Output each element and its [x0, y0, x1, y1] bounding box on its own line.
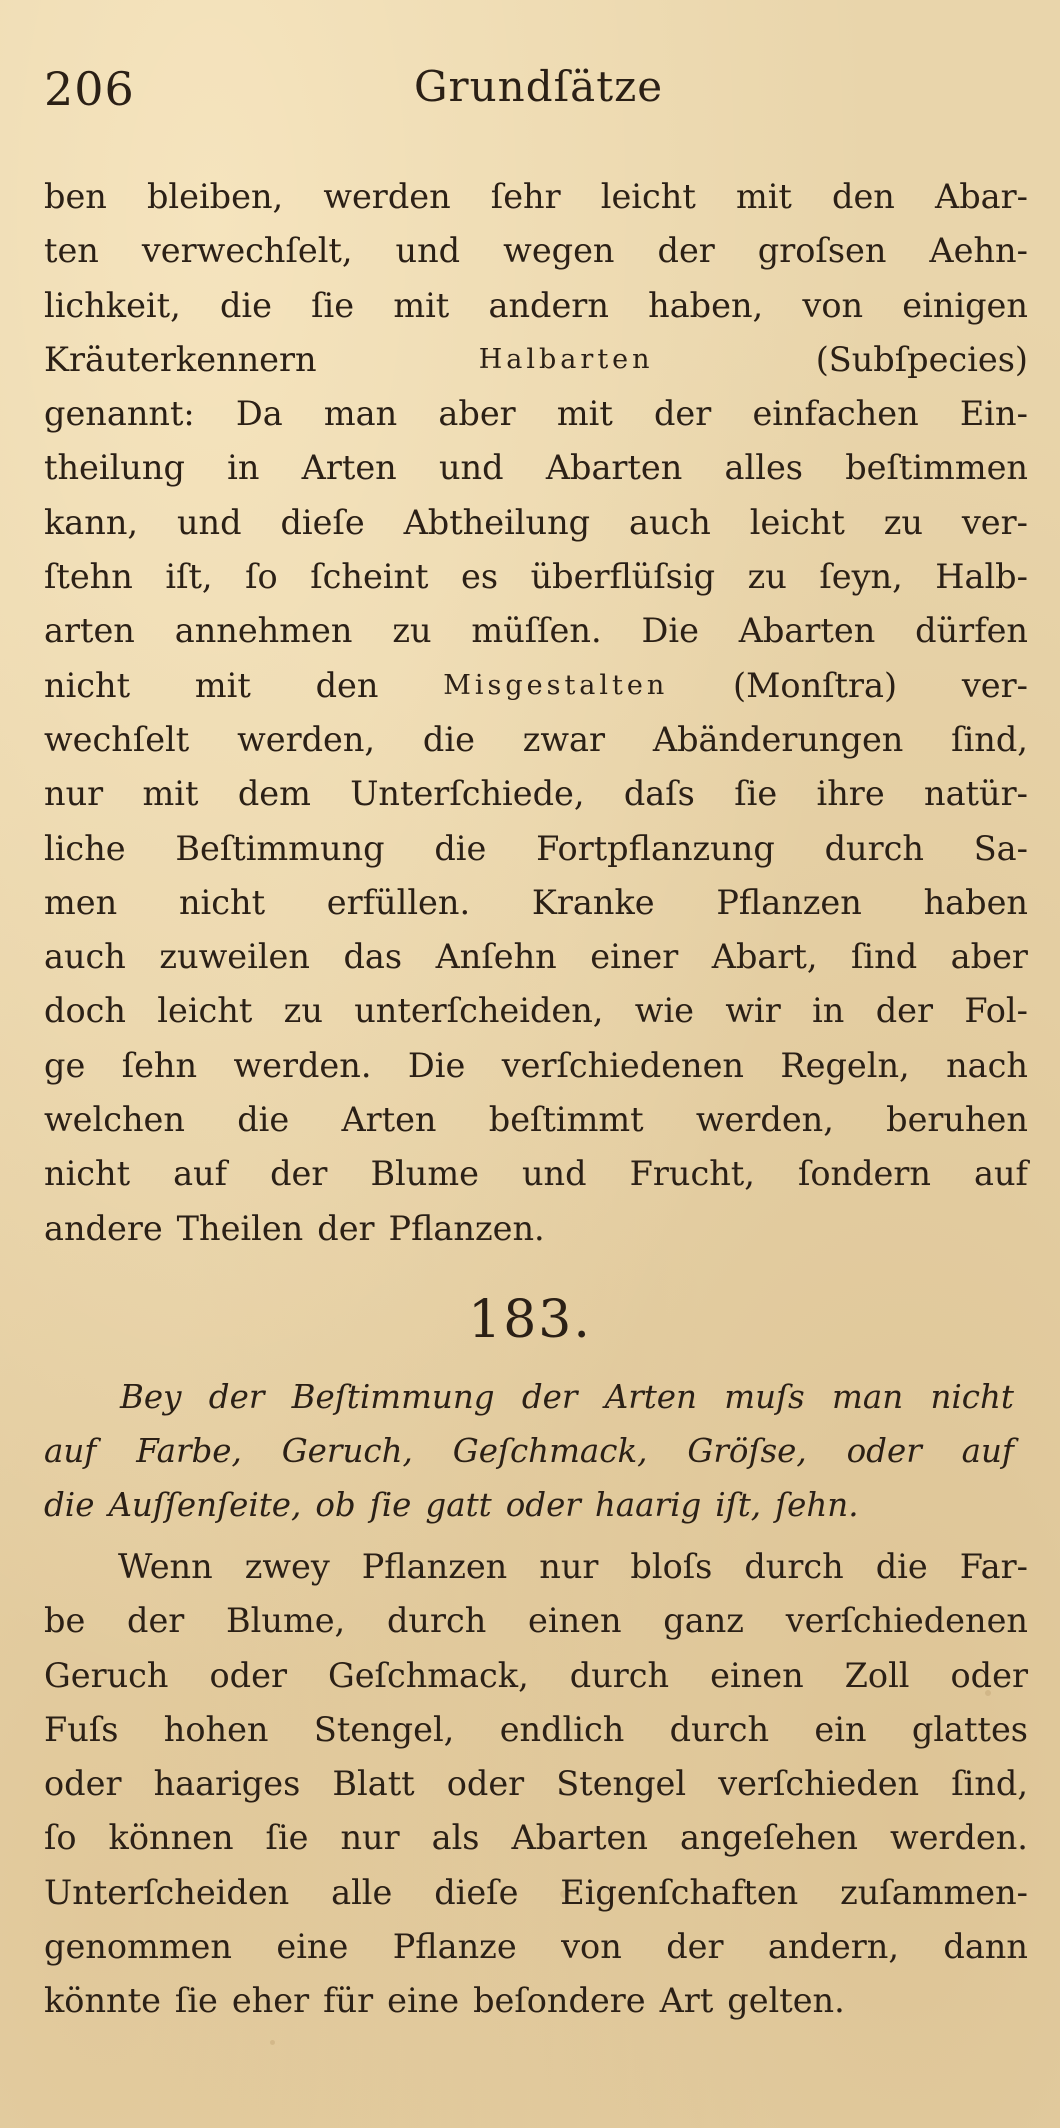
word: Die: [641, 611, 699, 651]
word: der: [653, 394, 712, 434]
word: Pflanzen: [361, 1547, 508, 1586]
word: die: [44, 1486, 95, 1524]
word: Ein-: [959, 394, 1028, 434]
word: alles: [724, 448, 803, 488]
word: ben: [44, 177, 107, 216]
word: von: [802, 285, 864, 325]
word: durch: [744, 1547, 844, 1586]
word: angeſehen: [679, 1818, 858, 1858]
word: men: [44, 882, 118, 922]
word: Geſchmack,: [327, 1655, 529, 1695]
word: ſie: [369, 1486, 412, 1524]
word: Abarten: [738, 611, 876, 651]
word: könnte: [44, 1981, 161, 2021]
word: einer: [590, 937, 679, 977]
word: dürfen: [915, 611, 1028, 651]
word: ſtehn: [44, 557, 133, 597]
text-line: [44, 387, 1028, 441]
word: verſchiedenen: [501, 1045, 744, 1085]
page-number: 206: [44, 62, 135, 116]
word: der: [127, 1601, 185, 1641]
word: Arten: [604, 1378, 697, 1416]
word: werden: [323, 177, 451, 216]
word: ſie: [734, 774, 778, 814]
text-line: [44, 604, 1028, 658]
word: liche: [44, 828, 126, 868]
word: oder: [505, 1486, 581, 1524]
word: zuſammen-: [840, 1872, 1028, 1912]
word: Geruch: [44, 1655, 169, 1695]
word: Pflanzen: [716, 882, 862, 922]
word: ganz: [663, 1601, 744, 1641]
word: den: [315, 665, 379, 705]
word: genommen: [44, 1927, 232, 1967]
word: ſind,: [951, 719, 1028, 759]
word: mit: [194, 665, 251, 705]
word: Blume,: [226, 1601, 346, 1641]
word: oder: [446, 1764, 525, 1804]
word: wir: [725, 991, 781, 1031]
word: der: [208, 1378, 265, 1416]
word: Beſtimmung: [291, 1378, 495, 1416]
word: andern: [488, 285, 609, 325]
word: Beſtimmung: [175, 828, 385, 868]
text-line: [44, 1920, 1028, 1974]
word: daſs: [623, 774, 695, 814]
word: welchen: [44, 1100, 185, 1140]
word: nicht: [178, 882, 266, 922]
word: zwey: [244, 1547, 330, 1586]
word: iſt,: [165, 557, 213, 597]
word: kann,: [44, 502, 139, 542]
word: ſcheint: [310, 557, 429, 597]
word: ſehn.: [775, 1486, 859, 1524]
word: man: [323, 394, 398, 434]
word: groſsen: [757, 231, 887, 271]
text-line: [44, 550, 1028, 604]
word: eine: [276, 1927, 349, 1967]
word: können: [108, 1818, 234, 1858]
word: ſie: [265, 1818, 309, 1858]
word: einfachen: [752, 394, 919, 434]
word: der: [521, 1378, 578, 1416]
word: Arten: [341, 1100, 437, 1140]
word: Arten: [301, 448, 397, 488]
word: zuweilen: [159, 937, 310, 977]
word: arten: [44, 611, 135, 651]
word: nur: [44, 774, 104, 814]
word: Geruch,: [281, 1432, 413, 1470]
text-line: [44, 876, 1028, 930]
word: (Subſpecies): [815, 339, 1028, 379]
word: und: [438, 448, 504, 488]
word: Bey: [120, 1378, 182, 1416]
word: ſie: [311, 285, 355, 325]
word: Stengel,: [313, 1709, 455, 1749]
word: be: [44, 1601, 86, 1641]
word: ver-: [961, 502, 1028, 542]
text-line: [44, 984, 1028, 1038]
text-line: [44, 930, 1028, 984]
word: oder: [209, 1655, 287, 1695]
word: Halbarten: [478, 343, 654, 375]
paragraph-1: [44, 170, 1028, 1256]
word: lichkeit,: [44, 285, 181, 325]
word: Anſehn: [435, 937, 557, 977]
word: ſeyn,: [819, 557, 903, 597]
word: eine: [387, 1981, 460, 2021]
text-line: [44, 1649, 1028, 1703]
word: beruhen: [886, 1100, 1028, 1140]
word: ſie: [174, 1981, 218, 2021]
word: der: [270, 1154, 328, 1194]
word: zu: [392, 611, 432, 651]
word: auf: [173, 1154, 228, 1194]
word: die: [219, 285, 272, 325]
word: ſondern: [797, 1154, 931, 1194]
text-line: [44, 1974, 1028, 2028]
word: in: [812, 991, 845, 1031]
word: Regeln,: [780, 1045, 910, 1085]
word: in: [227, 448, 260, 488]
word: glattes: [911, 1709, 1028, 1749]
word: oder: [950, 1655, 1028, 1695]
word: dieſe: [434, 1872, 519, 1912]
word: der: [317, 1208, 375, 1248]
text-line: [44, 1370, 1014, 1424]
word: die: [434, 828, 487, 868]
word: verwechſelt,: [141, 231, 353, 271]
running-title: Grundſätze: [414, 62, 664, 111]
word: nicht: [44, 1154, 131, 1194]
word: ſind,: [951, 1764, 1028, 1804]
text-line: [44, 170, 1028, 224]
text-line: [44, 1202, 1028, 1256]
section-number: 183.: [468, 1290, 592, 1350]
text-line: [44, 1147, 1028, 1201]
word: der: [666, 1927, 724, 1967]
word: andere: [44, 1208, 163, 1248]
word: die: [422, 719, 475, 759]
word: die: [875, 1547, 928, 1586]
word: auf: [961, 1432, 1014, 1470]
word: aber: [950, 937, 1028, 977]
word: leicht: [157, 991, 253, 1031]
word: ihre: [816, 774, 885, 814]
word: es: [461, 557, 499, 597]
word: Theilen: [176, 1208, 304, 1248]
word: leicht: [749, 502, 845, 542]
word: Zoll: [844, 1655, 910, 1695]
word: Abar-: [935, 177, 1028, 216]
word: für: [323, 1981, 374, 2021]
word: durch: [569, 1655, 670, 1695]
word: Frucht,: [629, 1154, 755, 1194]
running-head: [44, 62, 1024, 122]
word: den: [832, 177, 895, 216]
word: und: [521, 1154, 587, 1194]
word: leicht: [600, 177, 696, 216]
word: Abänderungen: [652, 719, 904, 759]
word: Stengel: [556, 1764, 687, 1804]
word: eher: [231, 1981, 310, 2021]
word: Abarten: [511, 1818, 648, 1858]
word: und: [395, 231, 461, 271]
word: Auſſenſeite,: [108, 1486, 302, 1524]
word: nach: [946, 1045, 1028, 1085]
word: dann: [943, 1927, 1028, 1967]
word: von: [561, 1927, 622, 1967]
word: auch: [44, 937, 126, 977]
word: die: [237, 1100, 290, 1140]
text-line: [44, 224, 1028, 278]
text-line: [44, 1039, 1028, 1093]
word: beſtimmt: [488, 1100, 644, 1140]
word: Abtheilung: [403, 502, 591, 542]
word: Halb-: [935, 557, 1028, 597]
word: Aehn-: [929, 231, 1028, 271]
word: auf: [973, 1154, 1028, 1194]
word: durch: [824, 828, 924, 868]
word: nur: [340, 1818, 400, 1858]
word: alle: [331, 1872, 393, 1912]
word: ſo: [44, 1818, 77, 1858]
word: dem: [237, 774, 311, 814]
word: wegen: [503, 231, 615, 271]
word: oder: [846, 1432, 922, 1470]
word: als: [431, 1818, 480, 1858]
text-line: [44, 1594, 1028, 1648]
word: hohen: [163, 1709, 269, 1749]
word: der: [875, 991, 933, 1031]
word: Abart,: [711, 937, 818, 977]
word: unterſcheiden,: [354, 991, 604, 1031]
word: der: [657, 231, 715, 271]
text-line: [44, 441, 1028, 495]
text-line: [44, 713, 1028, 767]
word: werden,: [695, 1100, 834, 1140]
word: ge: [44, 1045, 86, 1085]
word: ein: [814, 1709, 867, 1749]
word: auch: [629, 502, 711, 542]
word: durch: [669, 1709, 770, 1749]
word: mit: [142, 774, 199, 814]
word: Geſchmack,: [452, 1432, 648, 1470]
section-summary: [44, 1370, 1014, 1532]
word: werden.: [889, 1818, 1028, 1858]
word: Unterſchiede,: [350, 774, 585, 814]
word: ſo: [245, 557, 278, 597]
text-line: [44, 1866, 1028, 1920]
word: auf: [44, 1432, 97, 1470]
word: mit: [735, 177, 792, 216]
word: einen: [710, 1655, 804, 1695]
text-line: [44, 1540, 1028, 1594]
word: Far-: [959, 1547, 1028, 1586]
text-line: [44, 767, 1028, 821]
word: durch: [386, 1601, 487, 1641]
word: ten: [44, 231, 99, 271]
word: Gröſse,: [687, 1432, 807, 1470]
text-line: [44, 1093, 1028, 1147]
word: gatt: [425, 1486, 492, 1524]
word: ſehr: [490, 177, 561, 216]
word: zwar: [522, 719, 606, 759]
word: zu: [747, 557, 787, 597]
word: müſſen.: [471, 611, 602, 651]
word: haben: [923, 882, 1028, 922]
paragraph-2: [44, 1540, 1028, 2029]
word: bloſs: [630, 1547, 713, 1586]
word: verſchieden: [718, 1764, 920, 1804]
word: mit: [556, 394, 613, 434]
text-line: [44, 659, 1028, 713]
word: werden.: [233, 1045, 372, 1085]
word: haarig: [594, 1486, 702, 1524]
word: mit: [393, 285, 450, 325]
word: oder: [44, 1764, 122, 1804]
word: Blume: [370, 1154, 479, 1194]
word: erfüllen.: [326, 882, 471, 922]
word: dieſe: [280, 502, 365, 542]
word: ſehn: [121, 1045, 198, 1085]
word: das: [343, 937, 403, 977]
word: andern,: [767, 1927, 899, 1967]
text-line: [44, 1478, 1014, 1532]
word: wechſelt: [44, 719, 190, 759]
word: (Monſtra): [733, 665, 898, 705]
word: bleiben,: [146, 177, 284, 216]
word: Fortpflanzung: [536, 828, 775, 868]
text-line: [44, 496, 1028, 550]
text-line: [44, 279, 1028, 333]
word: genannt:: [44, 394, 195, 434]
word: Fuſs: [44, 1709, 119, 1749]
word: und: [176, 502, 242, 542]
word: überflüſsig: [530, 557, 716, 597]
word: verſchiedenen: [785, 1601, 1028, 1641]
word: nur: [539, 1547, 599, 1586]
word: Abarten: [545, 448, 683, 488]
word: muſs: [724, 1378, 805, 1416]
word: Eigenſchaften: [560, 1872, 799, 1912]
word: aber: [438, 394, 516, 434]
word: zu: [283, 991, 323, 1031]
word: Da: [235, 394, 283, 434]
word: Pflanze: [392, 1927, 517, 1967]
word: man: [832, 1378, 904, 1416]
word: Pflanzen.: [388, 1208, 545, 1248]
text-line: [44, 1757, 1028, 1811]
word: wie: [634, 991, 695, 1031]
word: nicht: [930, 1378, 1014, 1416]
word: gelten.: [727, 1981, 845, 2021]
word: theilung: [44, 448, 185, 488]
text-line: [44, 1424, 1014, 1478]
word: werden,: [237, 719, 376, 759]
text-line: [44, 822, 1028, 876]
word: Sa-: [973, 828, 1028, 868]
word: annehmen: [174, 611, 353, 651]
word: beſtimmen: [845, 448, 1028, 488]
word: Kräuterkennern: [44, 339, 317, 379]
word: ver-: [961, 665, 1028, 705]
word: nicht: [44, 665, 131, 705]
word: Misgestalten: [443, 669, 669, 701]
word: ſind: [851, 937, 918, 977]
paper-stain: [270, 2040, 275, 2045]
word: ob: [315, 1486, 356, 1524]
word: Wenn: [118, 1547, 213, 1586]
text-line: [44, 333, 1028, 387]
word: natür-: [924, 774, 1028, 814]
word: Unterſcheiden: [44, 1872, 290, 1912]
text-line: [44, 1811, 1028, 1865]
word: zu: [883, 502, 923, 542]
word: endlich: [499, 1709, 625, 1749]
word: beſondere: [473, 1981, 646, 2021]
word: iſt,: [715, 1486, 762, 1524]
word: einigen: [902, 285, 1028, 325]
word: Farbe,: [136, 1432, 242, 1470]
text-line: [44, 1703, 1028, 1757]
word: haben,: [648, 285, 764, 325]
word: haariges: [153, 1764, 301, 1804]
word: Blatt: [332, 1764, 415, 1804]
word: einen: [528, 1601, 622, 1641]
word: Die: [407, 1045, 466, 1085]
word: Fol-: [964, 991, 1028, 1031]
word: doch: [44, 991, 126, 1031]
word: Kranke: [531, 882, 655, 922]
word: Art: [659, 1981, 714, 2021]
